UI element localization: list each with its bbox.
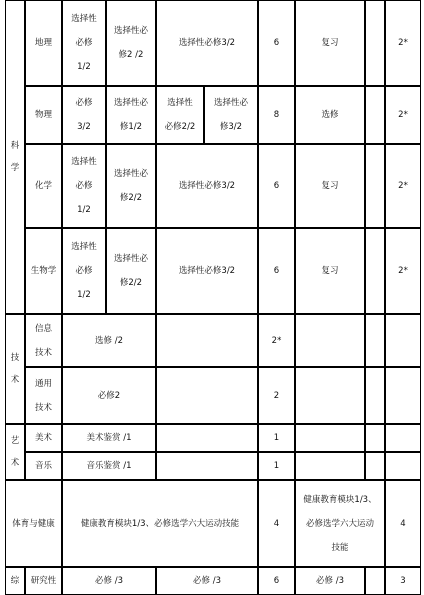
biology-review: 复习 [295, 228, 365, 314]
subject-fine-arts: 美术 [25, 424, 62, 452]
geography-last: 2* [385, 0, 421, 86]
fine-arts-credits: 1 [258, 424, 295, 452]
chemistry-review: 复习 [295, 144, 365, 228]
research-review: 必修 /3 [295, 567, 365, 595]
pe-health-cell-1: 健康教育模块1/3、必修选学六大运动技能 [62, 480, 258, 567]
physics-cell-3b: 选择性必 修3/2 [204, 86, 258, 144]
info-tech-review [295, 314, 365, 367]
music-empty [156, 452, 258, 480]
biology-cell-2: 选择性必 修2/2 [106, 228, 156, 314]
research-blank [365, 567, 385, 595]
general-tech-credits: 2 [258, 367, 295, 424]
geography-cell-2: 选择性必 修2 /2 [106, 0, 156, 86]
subject-general-tech: 通用 技术 [25, 367, 62, 424]
fine-arts-last [385, 424, 421, 452]
general-tech-review [295, 367, 365, 424]
general-tech-cell-1: 必修2 [62, 367, 156, 424]
pe-health-review: 健康教育模块1/3、 必修选学六大运动 技能 [295, 480, 385, 567]
chemistry-blank [365, 144, 385, 228]
group-technology: 技 术 [5, 314, 25, 424]
music-cell-1: 音乐鉴赏 /1 [62, 452, 156, 480]
subject-biology: 生物学 [25, 228, 62, 314]
music-review [295, 452, 365, 480]
music-last [385, 452, 421, 480]
group-art: 艺 术 [5, 424, 25, 480]
physics-last: 2* [385, 86, 421, 144]
research-credits: 6 [258, 567, 295, 595]
fine-arts-blank [365, 424, 385, 452]
chemistry-cell-1: 选择性 必修 1/2 [62, 144, 106, 228]
geography-blank [365, 0, 385, 86]
subject-pe-health: 体育与健康 [5, 480, 62, 567]
pe-health-last: 4 [385, 480, 421, 567]
biology-last: 2* [385, 228, 421, 314]
biology-blank [365, 228, 385, 314]
research-last: 3 [385, 567, 421, 595]
group-science: 科 学 [5, 0, 25, 314]
info-tech-credits: 2* [258, 314, 295, 367]
chemistry-cell-3: 选择性必修3/2 [156, 144, 258, 228]
research-cell-2: 必修 /3 [156, 567, 258, 595]
geography-cell-1: 选择性 必修 1/2 [62, 0, 106, 86]
general-tech-blank [365, 367, 385, 424]
geography-credits: 6 [258, 0, 295, 86]
music-blank [365, 452, 385, 480]
geography-cell-3: 选择性必修3/2 [156, 0, 258, 86]
general-tech-last [385, 367, 421, 424]
general-tech-empty [156, 367, 258, 424]
physics-cell-2: 选择性必 修1/2 [106, 86, 156, 144]
subject-chemistry: 化学 [25, 144, 62, 228]
music-credits: 1 [258, 452, 295, 480]
subject-info-tech: 信息 技术 [25, 314, 62, 367]
info-tech-blank [365, 314, 385, 367]
chemistry-last: 2* [385, 144, 421, 228]
info-tech-cell-1: 选修 /2 [62, 314, 156, 367]
biology-credits: 6 [258, 228, 295, 314]
physics-review: 选修 [295, 86, 365, 144]
chemistry-cell-2: 选择性必 修2/2 [106, 144, 156, 228]
chemistry-credits: 6 [258, 144, 295, 228]
physics-credits: 8 [258, 86, 295, 144]
fine-arts-review [295, 424, 365, 452]
fine-arts-empty [156, 424, 258, 452]
pe-health-credits: 4 [258, 480, 295, 567]
research-cell-1: 必修 /3 [62, 567, 156, 595]
subject-research: 研究性 [25, 567, 62, 595]
biology-cell-3: 选择性必修3/2 [156, 228, 258, 314]
biology-cell-1: 选择性 必修 1/2 [62, 228, 106, 314]
physics-cell-1: 必修 3/2 [62, 86, 106, 144]
subject-geography: 地理 [25, 0, 62, 86]
subject-music: 音乐 [25, 452, 62, 480]
info-tech-last [385, 314, 421, 367]
physics-cell-3a: 选择性 必修2/2 [156, 86, 204, 144]
info-tech-empty [156, 314, 258, 367]
geography-review: 复习 [295, 0, 365, 86]
group-comprehensive: 综 [5, 567, 25, 595]
subject-physics: 物理 [25, 86, 62, 144]
physics-blank [365, 86, 385, 144]
fine-arts-cell-1: 美术鉴赏 /1 [62, 424, 156, 452]
